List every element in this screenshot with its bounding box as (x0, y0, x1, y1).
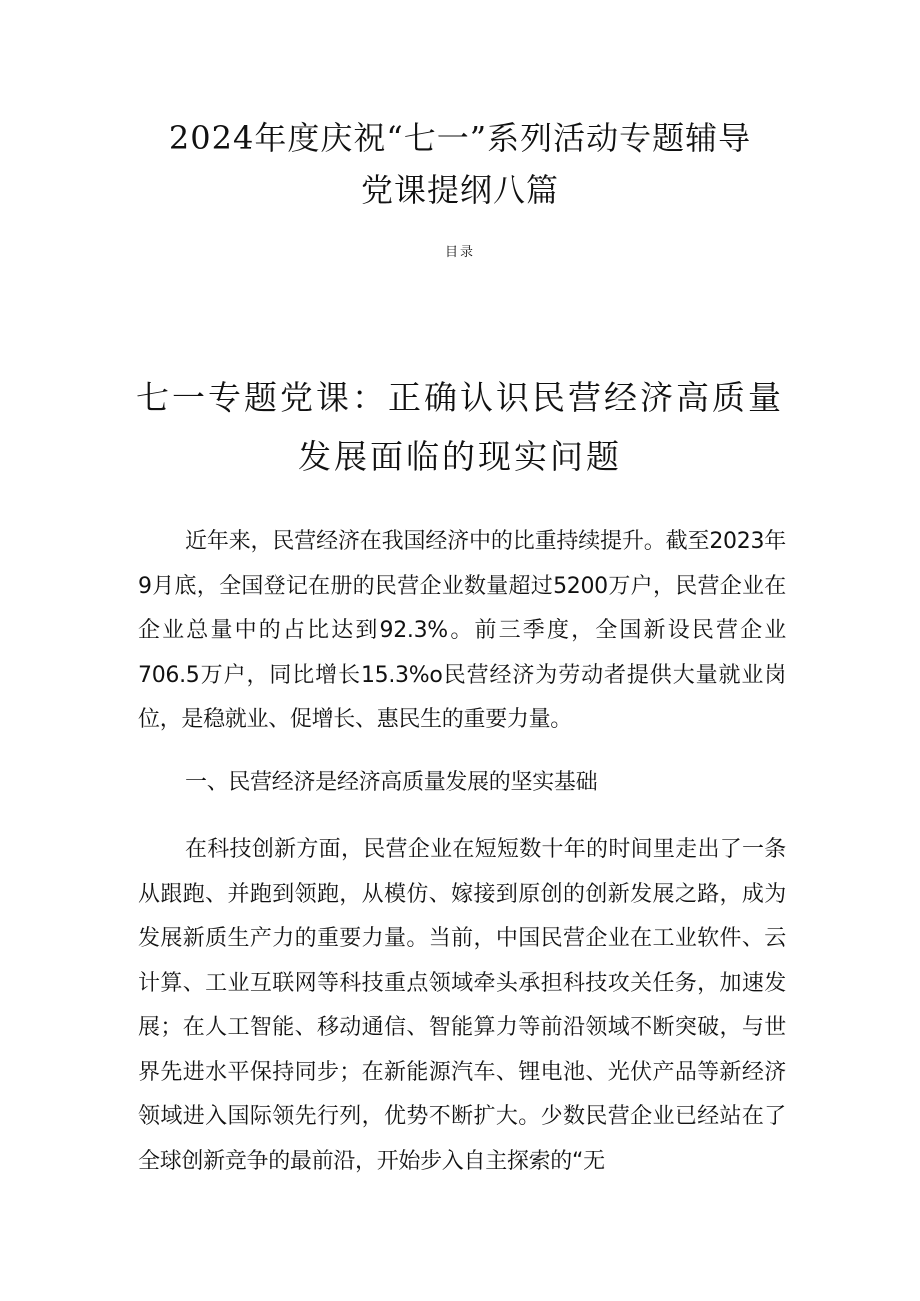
section-title-line-2: 发展面临的现实问题 (298, 437, 622, 476)
document-title-line-2: 党课提纲八篇 (360, 171, 559, 209)
section-title (60, 368, 860, 486)
body-paragraph-2: 在科技创新方面，民营企业在短短数十年的时间里走出了一条从跟跑、并跑到领跑，从模仿、嫁接到原创的创新发展之路，成为发展新质生产力的重要力量。当前，中国民营企业在工业软件、云计算、工业互联网等科技重点领域牵头承担科技攻关任务，加速发展；在人工智能、移动通信、智能算力等前沿领域不断突破，与世界先进水平保持同步；在新能源汽车、锂电池、光伏产品等新经济领域进入国际领先行列，优势不断扩大。少数民营企业已经站在了全球创新竞争的最前沿，开始步入自主探索的“无 (138, 837, 786, 1174)
section-title-line-1: 七一专题党课：正确认识民营经济高质量 (136, 378, 784, 417)
table-of-contents-label: 目录 (444, 245, 475, 260)
document-title (60, 112, 860, 216)
subheading-1: 一、民营经济是经济高质量发展的坚实基础 (185, 770, 598, 795)
document-title-line-1: 2024年度庆祝“七一”系列活动专题辅导 (168, 119, 752, 157)
body-paragraph-1: 近年来，民营经济在我国经济中的比重持续提升。截至2023年9月底，全国登记在册的民营企业数量超过5200万户，民营企业在企业总量中的占比达到92.3%。前三季度，全国新设民营企业706.5万户，同比增长15.3%o民营经济为劳动者提供大量就业岗位，是稳就业、促增长、惠民生的重要力量。 (138, 529, 786, 732)
